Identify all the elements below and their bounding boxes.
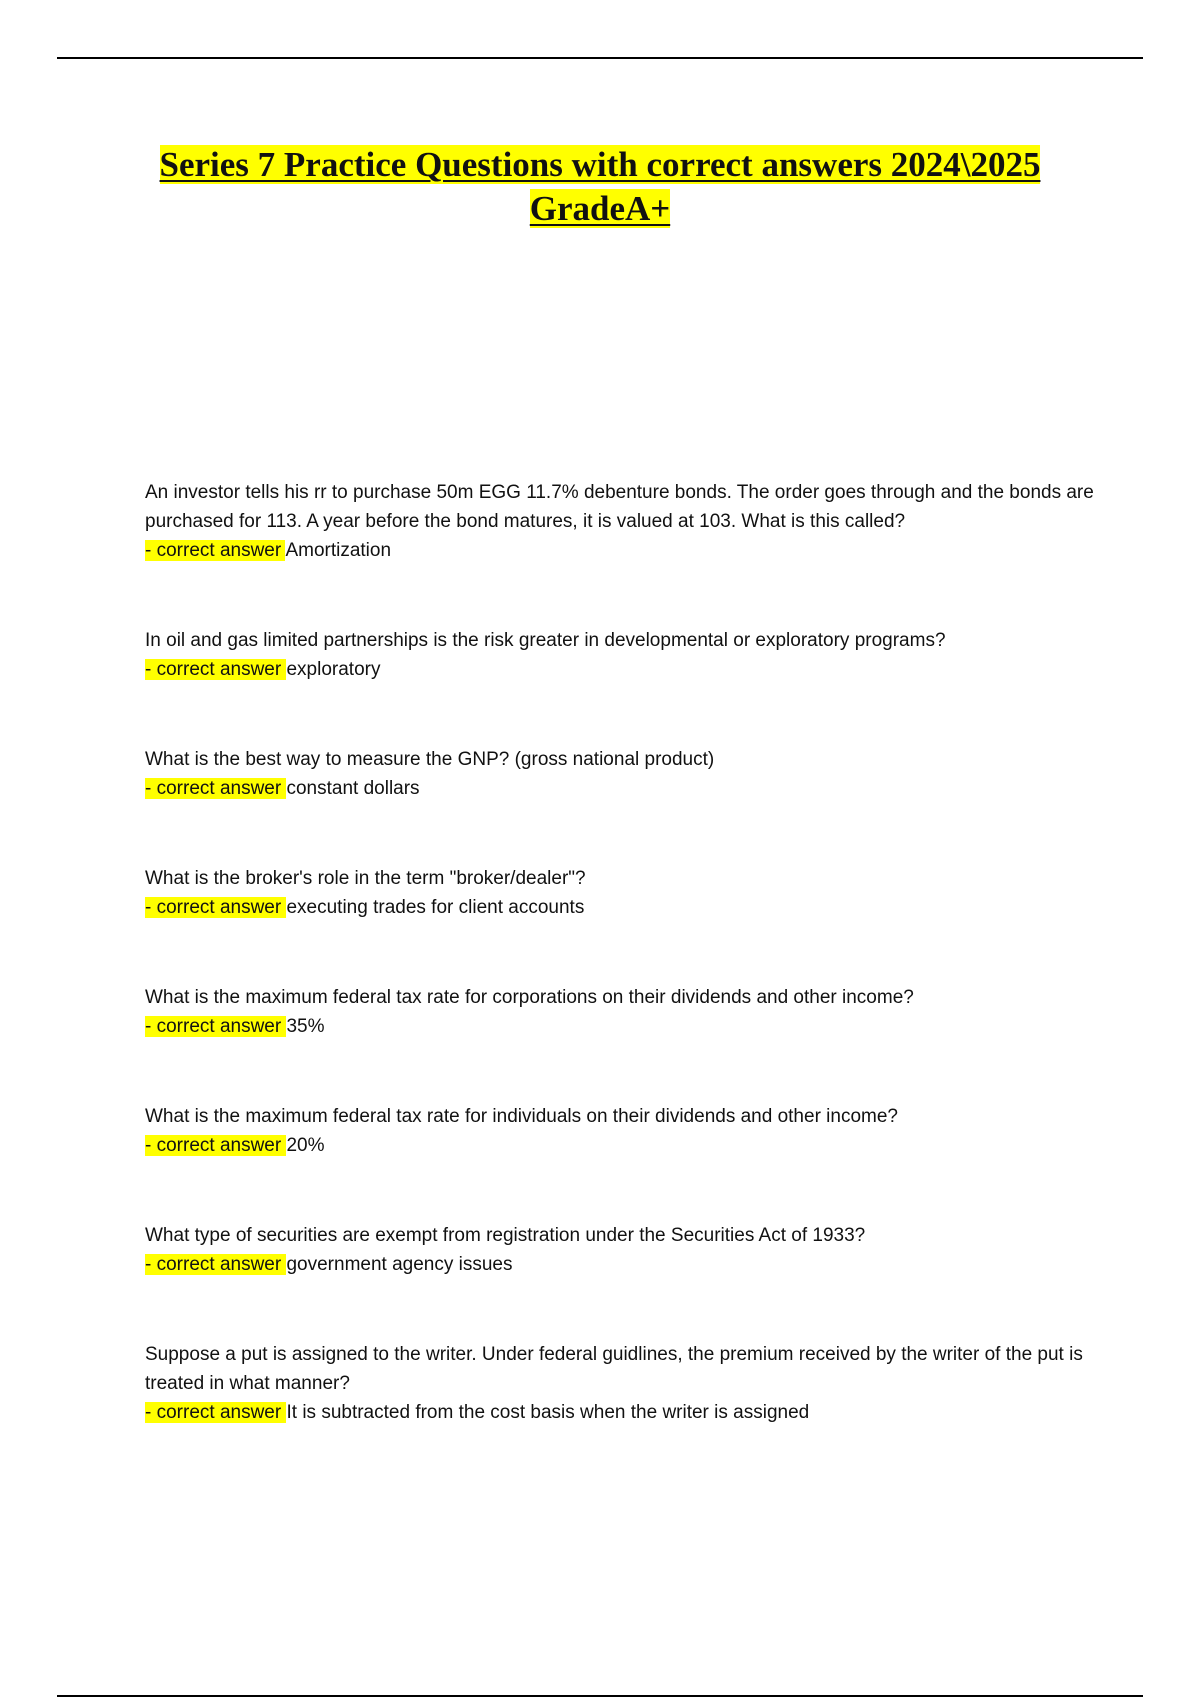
qa-item-3: [145, 745, 1095, 803]
answer-text: constant dollars: [286, 778, 420, 799]
question-text: What is the best way to measure the GNP? (gross national product): [145, 749, 715, 770]
answer-text: 35%: [286, 1016, 325, 1037]
document-title: [100, 143, 1100, 231]
answer-text: Amortization: [285, 540, 392, 561]
question-text: What is the maximum federal tax rate for corporations on their dividends and other income?: [145, 987, 914, 1008]
answer-text: exploratory: [286, 659, 381, 680]
qa-item-8: [145, 1340, 1095, 1427]
answer-marker: - correct answer: [145, 540, 286, 561]
question-text: What type of securities are exempt from registration under the Securities Act of 1933?: [145, 1225, 866, 1246]
answer-text: executing trades for client accounts: [286, 897, 585, 918]
answer-marker: - correct answer: [145, 1402, 287, 1423]
answer-text: It is subtracted from the cost basis when the writer is assigned: [286, 1402, 810, 1423]
answer-marker: - correct answer: [145, 897, 287, 918]
answer-marker: - correct answer: [145, 1016, 287, 1037]
answer-marker: - correct answer: [145, 1135, 287, 1156]
qa-item-7: [145, 1221, 1095, 1279]
bottom-rule: [57, 1695, 1143, 1697]
top-rule: [57, 57, 1143, 59]
qa-item-2: [145, 626, 1095, 684]
question-text: An investor tells his rr to purchase 50m EGG 11.7% debenture bonds. The order goes through and the bonds are purchased for 113. A year before the bond matures, it is valued at 103. What is this called?: [145, 482, 1094, 532]
question-text: In oil and gas limited partnerships is the risk greater in developmental or exploratory programs?: [145, 630, 946, 651]
answer-text: 20%: [286, 1135, 325, 1156]
question-text: What is the maximum federal tax rate for individuals on their dividends and other income?: [145, 1106, 898, 1127]
question-text: Suppose a put is assigned to the writer. Under federal guidlines, the premium received by the writer of the put is treated in what manner?: [145, 1344, 1083, 1394]
question-text: What is the broker's role in the term "broker/dealer"?: [145, 868, 586, 889]
title-line-1: Series 7 Practice Questions with correct answers 2024\2025: [159, 145, 1041, 184]
qa-item-4: [145, 864, 1095, 922]
answer-text: government agency issues: [286, 1254, 513, 1275]
answer-marker: - correct answer: [145, 778, 287, 799]
title-line-2: GradeA+: [529, 189, 671, 228]
answer-marker: - correct answer: [145, 659, 287, 680]
qa-item-5: [145, 983, 1095, 1041]
qa-item-6: [145, 1102, 1095, 1160]
question-list: [145, 478, 1095, 1427]
qa-item-1: [145, 478, 1095, 565]
answer-marker: - correct answer: [145, 1254, 287, 1275]
